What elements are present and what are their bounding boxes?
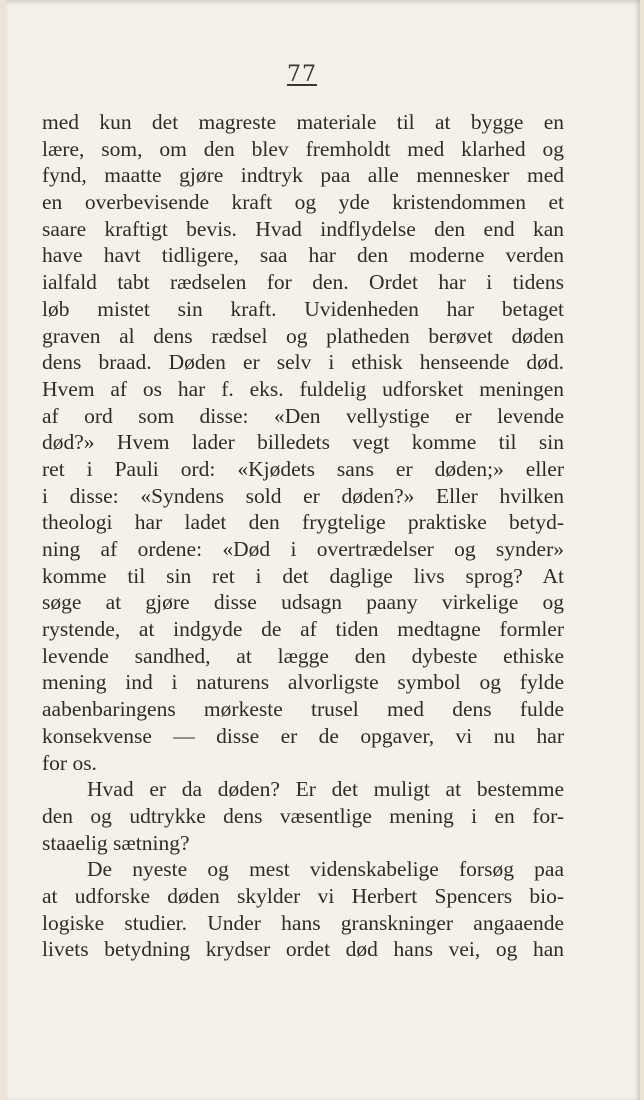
text-line: komme til sin ret i det daglige livs sprog? At xyxy=(42,563,564,588)
text-line: ning af ordene: «Død i overtrædelser og synder» xyxy=(42,537,564,561)
text-line: mening ind i naturens alvorligste symbol og fylde xyxy=(42,670,564,695)
text-line: dens braad. Døden er selv i ethisk henseende død. xyxy=(42,350,564,375)
text-line: konsekvense — disse er de opgaver, vi nu har xyxy=(42,723,564,748)
text-line: at udforske døden skylder vi Herbert Spencers bio- xyxy=(42,883,564,908)
text-line: staaelig sætning? xyxy=(42,830,190,855)
text-line: løb mistet sin kraft. Uvidenheden har betaget xyxy=(42,296,564,321)
text-line: saare kraftigt bevis. Hvad indflydelse den end kan xyxy=(42,216,564,241)
page-number: 77 xyxy=(287,62,317,87)
text-line: levende sandhed, at lægge den dybeste ethiske xyxy=(42,643,564,668)
text-line: logiske studier. Under hans granskninger angaaende xyxy=(42,910,564,935)
text-line: lære, som, om den blev fremholdt med klarhed og xyxy=(42,136,564,161)
text-line: en overbevisende kraft og yde kristendommen et xyxy=(42,190,564,215)
text-line: livets betydning krydser ordet død hans vei, og han xyxy=(42,937,564,962)
text-line: theologi har ladet den frygtelige praktiske betyd- xyxy=(42,510,564,535)
body-text xyxy=(42,109,564,963)
text-line: søge at gjøre disse udsagn paany virkelige og xyxy=(42,590,564,615)
text-line: fynd, maatte gjøre indtryk paa alle mennesker med xyxy=(42,163,564,188)
text-line: aabenbaringens mørkeste trusel med dens fulde xyxy=(42,697,564,722)
text-line: den og udtrykke dens væsentlige mening i en for- xyxy=(42,803,564,828)
text-line: ialfald tabt rædselen for den. Ordet har i tidens xyxy=(42,270,564,295)
text-line: graven al dens rædsel og platheden berøvet døden xyxy=(42,323,564,348)
text-line: ret i Pauli ord: «Kjødets sans er døden;» eller xyxy=(42,456,564,481)
text-line: De nyeste og mest videnskabelige forsøg paa xyxy=(87,857,564,882)
text-line: død?» Hvem lader billedets vegt komme til sin xyxy=(42,430,564,455)
text-line: Hvem af os har f. eks. fuldelig udforsket meningen xyxy=(42,376,564,401)
text-line: for os. xyxy=(42,750,97,775)
text-line: i disse: «Syndens sold er døden?» Eller hvilken xyxy=(42,483,564,508)
text-line: rystende, at indgyde de af tiden medtagne formler xyxy=(42,617,564,642)
text-line: have havt tidligere, saa har den moderne verden xyxy=(42,243,564,268)
book-page xyxy=(6,0,640,1100)
text-line: af ord som disse: «Den vellystige er levende xyxy=(42,403,564,428)
text-line: Hvad er da døden? Er det muligt at bestemme xyxy=(87,777,564,802)
text-line: med kun det magreste materiale til at bygge en xyxy=(42,110,564,134)
